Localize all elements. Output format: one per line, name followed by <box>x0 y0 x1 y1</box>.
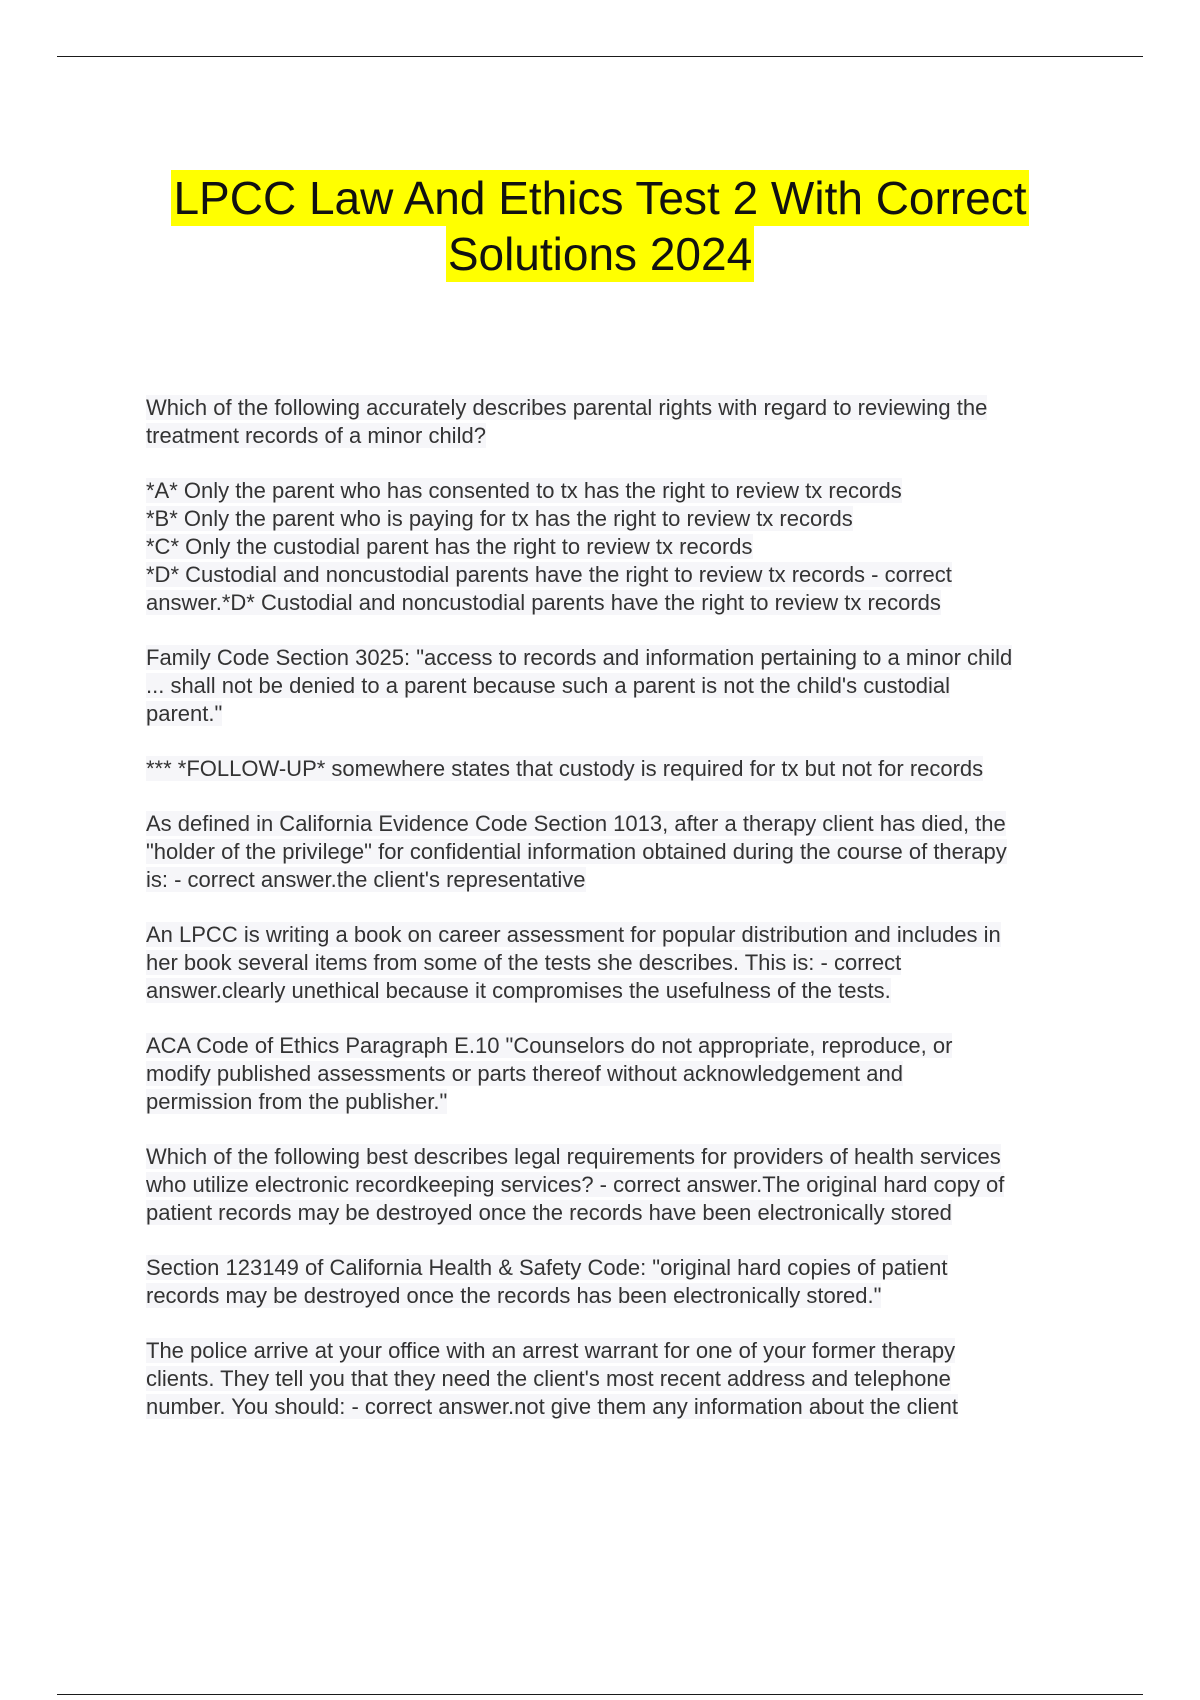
text-line: records may be destroyed once the records has been electronically stored." <box>146 1283 882 1308</box>
text-line: ACA Code of Ethics Paragraph E.10 "Counselors do not appropriate, reproduce, or <box>146 1033 953 1058</box>
paragraph <box>146 1143 1092 1227</box>
text-line: number. You should: - correct answer.not give them any information about the client <box>146 1394 959 1419</box>
text-line: clients. They tell you that they need the client's most recent address and telephone <box>146 1366 951 1391</box>
paragraph <box>146 394 1092 450</box>
text-line: her book several items from some of the tests she describes. This is: - correct <box>146 950 902 975</box>
paragraph <box>146 1254 1092 1310</box>
text-line: is: - correct answer.the client's representative <box>146 867 586 892</box>
title-line: Solutions 2024 <box>447 228 753 280</box>
text-line: *B* Only the parent who is paying for tx has the right to review tx records <box>146 506 853 531</box>
paragraph <box>146 1032 1092 1116</box>
paragraph <box>146 755 1092 783</box>
paragraph <box>146 810 1092 894</box>
text-line: As defined in California Evidence Code Section 1013, after a therapy client has died, the <box>146 811 1006 836</box>
text-line: parent." <box>146 701 223 726</box>
text-line: answer.clearly unethical because it compromises the usefulness of the tests. <box>146 978 891 1003</box>
text-line: Which of the following accurately describes parental rights with regard to reviewing the <box>146 395 988 420</box>
bottom-rule <box>57 1694 1143 1695</box>
document-body <box>146 394 1092 1448</box>
text-line: permission from the publisher." <box>146 1089 448 1114</box>
paragraph <box>146 1337 1092 1421</box>
text-line: patient records may be destroyed once the records have been electronically stored <box>146 1200 952 1225</box>
text-line: treatment records of a minor child? <box>146 423 486 448</box>
text-line: Family Code Section 3025: "access to records and information pertaining to a minor child <box>146 645 1013 670</box>
paragraph <box>146 477 1092 617</box>
text-line: An LPCC is writing a book on career assessment for popular distribution and includes in <box>146 922 1001 947</box>
text-line: "holder of the privilege" for confidential information obtained during the course of therapy <box>146 839 1007 864</box>
title-text <box>0 170 1200 282</box>
text-line: *C* Only the custodial parent has the right to review tx records <box>146 534 753 559</box>
text-line: Which of the following best describes legal requirements for providers of health services <box>146 1144 1001 1169</box>
text-line: ... shall not be denied to a parent because such a parent is not the child's custodial <box>146 673 951 698</box>
paragraph <box>146 644 1092 728</box>
text-line: who utilize electronic recordkeeping services? - correct answer.The original hard copy of <box>146 1172 1005 1197</box>
document-title <box>0 170 1200 282</box>
text-line: *D* Custodial and noncustodial parents have the right to review tx records - correct <box>146 562 952 587</box>
text-line: The police arrive at your office with an arrest warrant for one of your former therapy <box>146 1338 956 1363</box>
text-line: answer.*D* Custodial and noncustodial parents have the right to review tx records <box>146 590 941 615</box>
text-line: *A* Only the parent who has consented to tx has the right to review tx records <box>146 478 902 503</box>
text-line: *** *FOLLOW-UP* somewhere states that custody is required for tx but not for records <box>146 756 984 781</box>
text-line: Section 123149 of California Health & Safety Code: "original hard copies of patient <box>146 1255 948 1280</box>
title-line: LPCC Law And Ethics Test 2 With Correct <box>173 172 1027 224</box>
paragraph <box>146 921 1092 1005</box>
text-line: modify published assessments or parts thereof without acknowledgement and <box>146 1061 903 1086</box>
top-rule <box>57 56 1143 57</box>
